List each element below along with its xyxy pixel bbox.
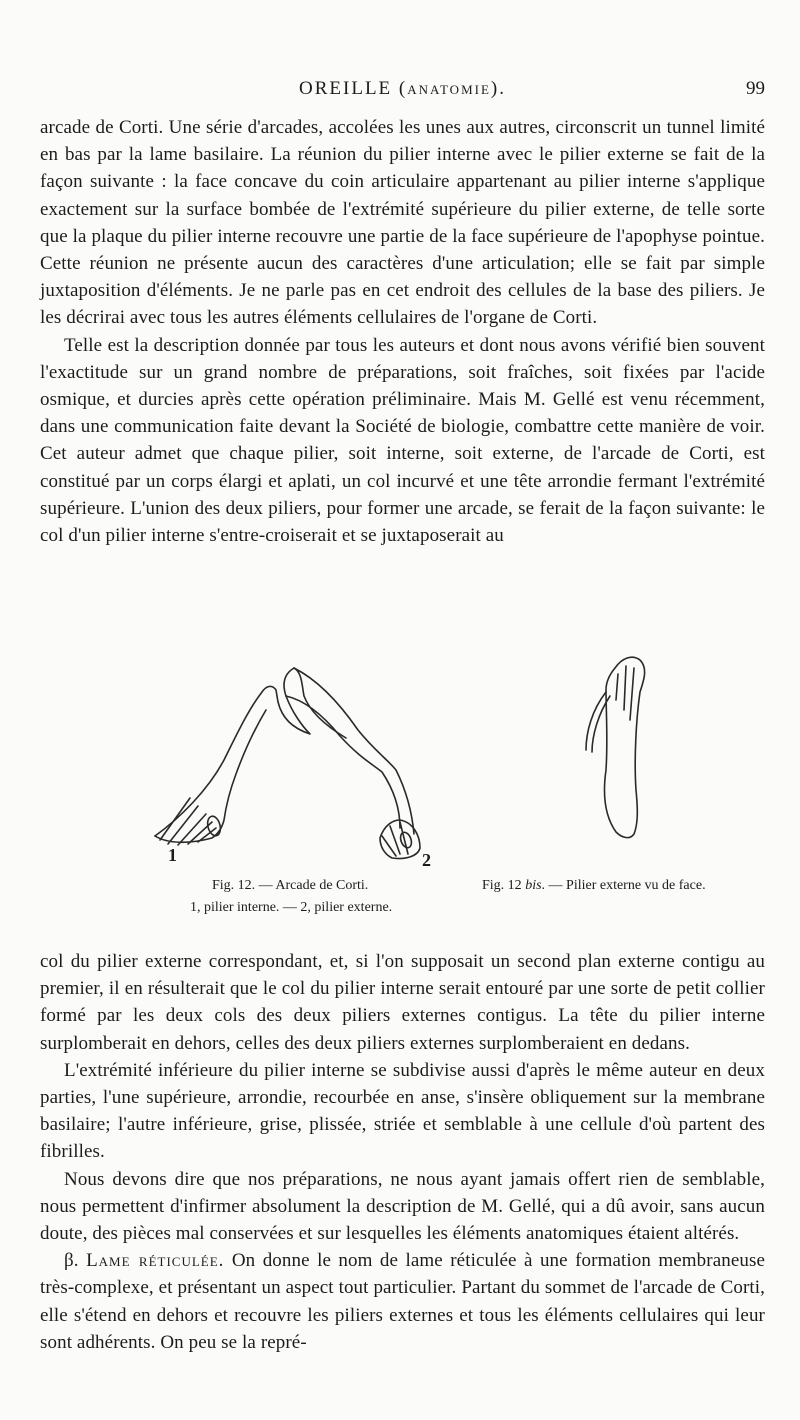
- figure-area: [40, 640, 765, 930]
- running-title: OREILLE (ANATOMIE).: [299, 78, 506, 99]
- running-title-section: ANATOMIE: [407, 82, 491, 97]
- text-block-top: [40, 114, 765, 549]
- page-number: 99: [746, 78, 765, 99]
- running-header: [40, 78, 765, 108]
- figure-label-1: 1: [168, 845, 177, 865]
- paragraph: Telle est la description donnée par tous les auteurs et dont nous avons vérifié bien souvent l'exactitude sur un grand nombre de préparations, soit fraîches, soit fixées par l'acide osmique, et durcies après cette opération préliminaire. Mais M. Gellé est venu récemment, dans une communication faite devant la Société de biologie, combattre cette manière de voir. Cet auteur admet que chaque pilier, soit interne, soit externe, de l'arcade de Corti, est constitué par un corps élargi et aplati, un col incurvé et une tête arrondie fermant l'extrémité supérieure. L'union des deux piliers, pour former une arcade, se ferait de la façon suivante: le col d'un pilier interne s'entre-croiserait et se juxtaposerait au: [40, 334, 765, 547]
- paragraph: L'extrémité inférieure du pilier interne se subdivise aussi d'après le même auteur en deux parties, l'une supérieure, arrondie, recourbée en anse, s'insère obliquement sur la membrane basilaire; l'autre inférieure, grise, plissée, striée et semblable à une cellule d'où partent des fibrilles.: [40, 1059, 765, 1163]
- section-title: Lame réticulée.: [86, 1250, 225, 1272]
- figure-12bis-caption: Fig. 12 bis. — Pilier externe vu de face.: [482, 878, 706, 893]
- section-paragraph: β. Lame réticulée. On donne le nom de lame réticulée à une formation membraneuse très-complexe, et présentant un aspect tout particulier. Partant du sommet de l'arcade de Corti, elle s'étend en dehors et recouvre les piliers externes et tous les éléments cellulaires qui leur sont adhérents. On peu se la repré-: [40, 1250, 765, 1353]
- figure-12-caption: Fig. 12. — Arcade de Corti.: [212, 878, 369, 893]
- inner-pillar-drawing: [155, 668, 346, 836]
- text-block-bottom: [40, 948, 765, 1356]
- section-marker: β.: [64, 1250, 87, 1272]
- figure-label-2: 2: [422, 850, 431, 870]
- paragraph: arcade de Corti. Une série d'arcades, accolées les unes aux autres, circonscrit un tunnel limité en bas par la lame basilaire. La réunion du pilier interne avec le pilier externe se fait de la façon suivante : la face concave du coin articulaire appartenant au pilier interne s'applique exactement sur la surface bombée de l'extrémité supérieure du pilier externe, de telle sorte que la plaque du pilier interne recouvre une partie de la face supérieure de l'apophyse pointue. Cette réunion ne présente aucun des caractères d'une articulation; elle se fait par simple juxtaposition d'éléments. Je ne parle pas en cet endroit des cellules de la base des piliers. Je les décrirai avec tous les autres éléments cellulaires de l'organe de Corti.: [40, 117, 765, 329]
- paragraph: col du pilier externe correspondant, et, si l'on supposait un second plan externe contigu au premier, il en résulterait que le col du pilier interne serait entouré par une sorte de petit collier formé par les deux cols des deux piliers externes contigus. La tête du pilier interne surplomberait en dehors, celles des deux piliers externes surplomberaient en dedans.: [40, 951, 765, 1054]
- outer-pillar-drawing: [286, 696, 400, 828]
- paragraph: Nous devons dire que nos préparations, ne nous ayant jamais offert rien de semblable, nous permettent d'infirmer absolument la description de M. Gellé, qui a dû avoir, sans aucun doute, des pièces mal conservées et sur lesquelles les éléments anatomiques étaient altérés.: [40, 1168, 765, 1245]
- figure-12-legend: 1, pilier interne. — 2, pilier externe.: [190, 900, 393, 915]
